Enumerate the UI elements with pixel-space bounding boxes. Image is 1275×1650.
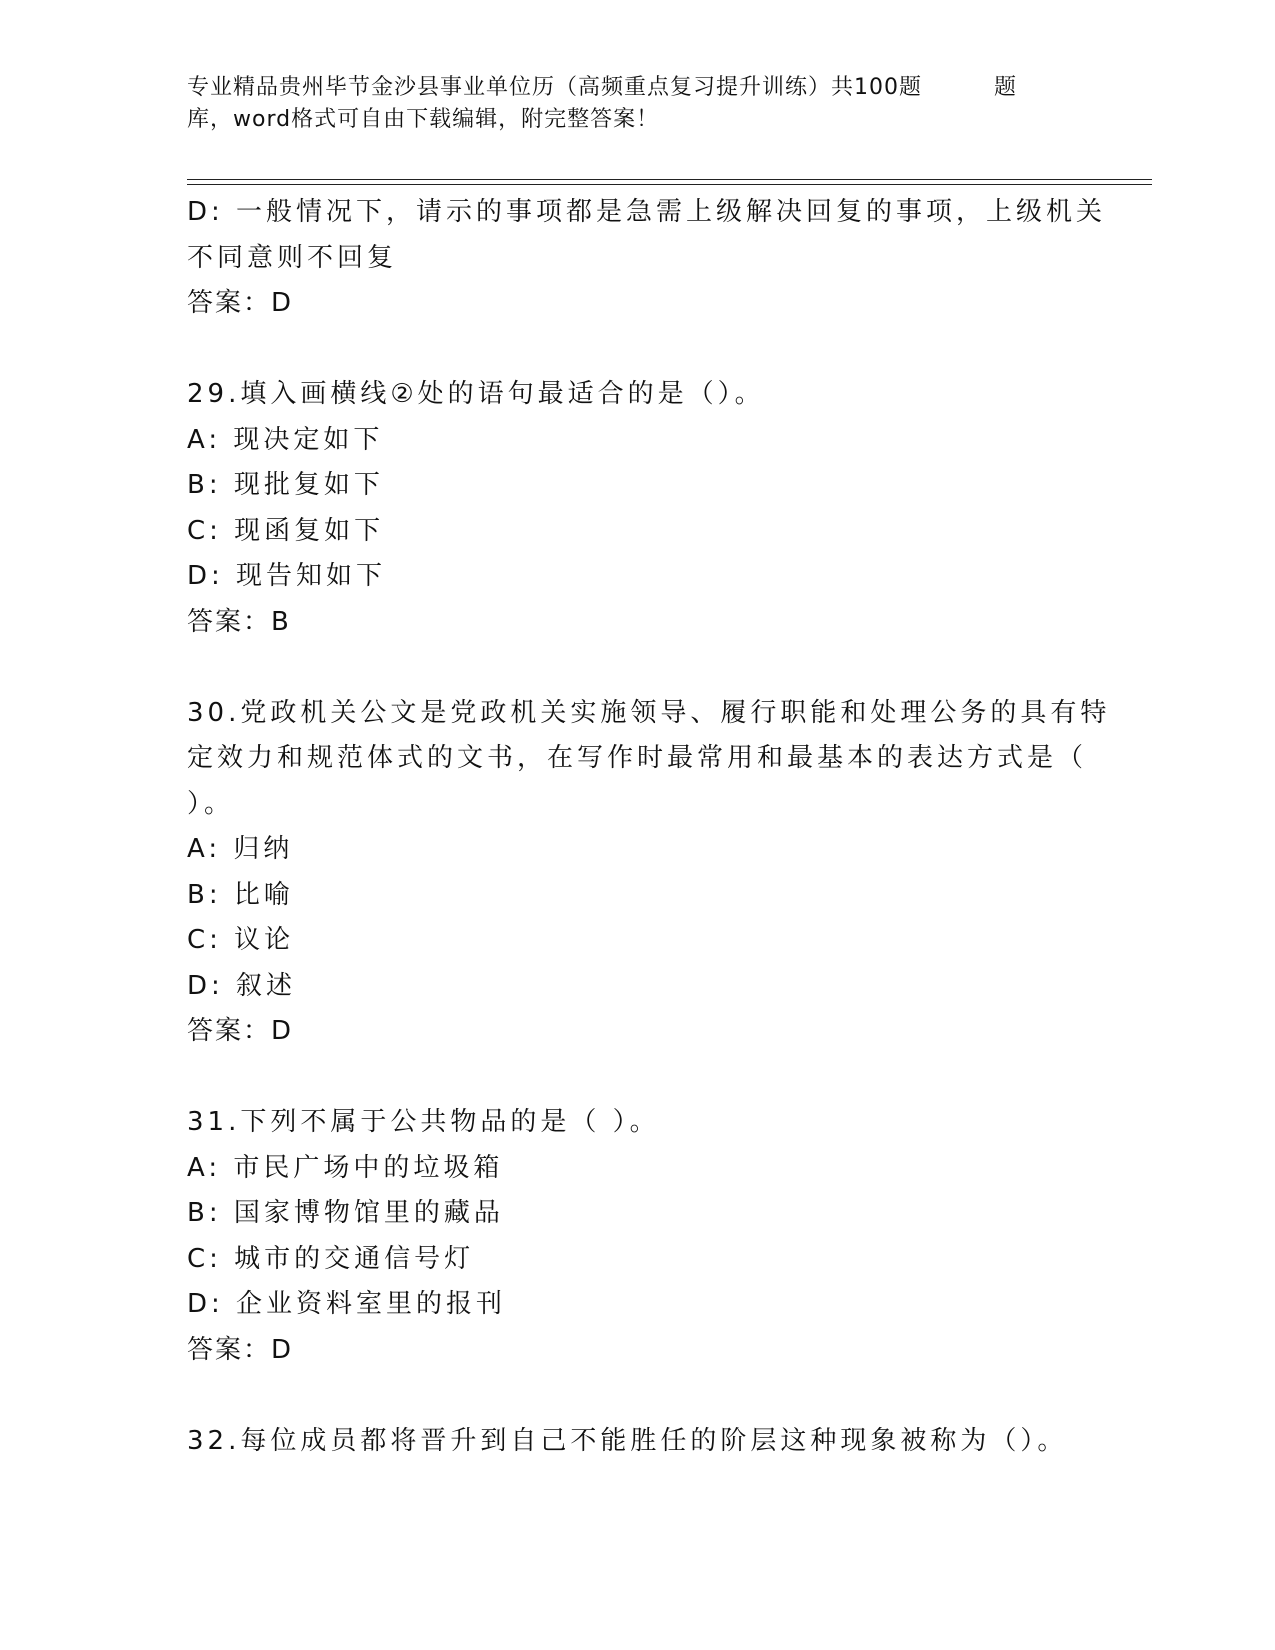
question-28-tail bbox=[187, 190, 1107, 327]
option-b: B: 现批复如下 bbox=[187, 470, 384, 500]
option-a: A: 市民广场中的垃圾箱 bbox=[187, 1152, 504, 1183]
question-stem: 31.下列不属于公共物品的是（ ）。 bbox=[187, 1107, 660, 1137]
question-30 bbox=[187, 691, 1111, 1055]
option-b: B: 比喻 bbox=[187, 879, 294, 910]
header-title: 专业精品贵州毕节金沙县事业单位历（高频重点复习提升训练）共100题 bbox=[187, 75, 922, 100]
option-c: C: 议论 bbox=[187, 925, 295, 955]
header-divider-top bbox=[187, 179, 1152, 180]
question-stem-continued: ）。 bbox=[187, 788, 235, 819]
question-stem-continued: 定效力和规范体式的文书，在写作时最常用和最基本的表达方式是（ bbox=[187, 743, 1088, 773]
option-d-continued: 不同意则不回复 bbox=[187, 242, 398, 273]
option-d: D: 一般情况下，请示的事项都是急需上级解决回复的事项，上级机关 bbox=[187, 197, 1107, 227]
document-header bbox=[187, 72, 1087, 136]
option-c: C: 城市的交通信号灯 bbox=[187, 1243, 475, 1274]
question-stem: 29.填入画横线②处的语句最适合的是（）。 bbox=[187, 379, 765, 409]
header-divider-bottom bbox=[187, 184, 1152, 185]
answer: 答案：D bbox=[187, 1016, 294, 1046]
header-line-1 bbox=[187, 72, 1087, 104]
option-a: A: 现决定如下 bbox=[187, 424, 384, 455]
header-line-2: 库，word格式可自由下载编辑，附完整答案！ bbox=[187, 107, 660, 132]
header-title-tail: 题 bbox=[994, 75, 1018, 100]
document-body bbox=[187, 190, 1111, 1464]
question-stem: 30.党政机关公文是党政机关实施领导、履行职能和处理公务的具有特 bbox=[187, 697, 1111, 728]
option-d: D: 企业资料室里的报刊 bbox=[187, 1289, 507, 1319]
question-32 bbox=[187, 1419, 1087, 1465]
answer: 答案：D bbox=[187, 288, 294, 318]
option-d: D: 叙述 bbox=[187, 970, 297, 1001]
option-d: D: 现告知如下 bbox=[187, 561, 387, 591]
option-a: A: 归纳 bbox=[187, 834, 294, 864]
question-29 bbox=[187, 372, 1087, 645]
option-b: B: 国家博物馆里的藏品 bbox=[187, 1198, 504, 1228]
option-c: C: 现函复如下 bbox=[187, 515, 385, 546]
answer: 答案：D bbox=[187, 1334, 294, 1365]
answer: 答案：B bbox=[187, 606, 291, 637]
question-31 bbox=[187, 1100, 1087, 1373]
question-stem: 32.每位成员都将晋升到自己不能胜任的阶层这种现象被称为（）。 bbox=[187, 1425, 1068, 1456]
